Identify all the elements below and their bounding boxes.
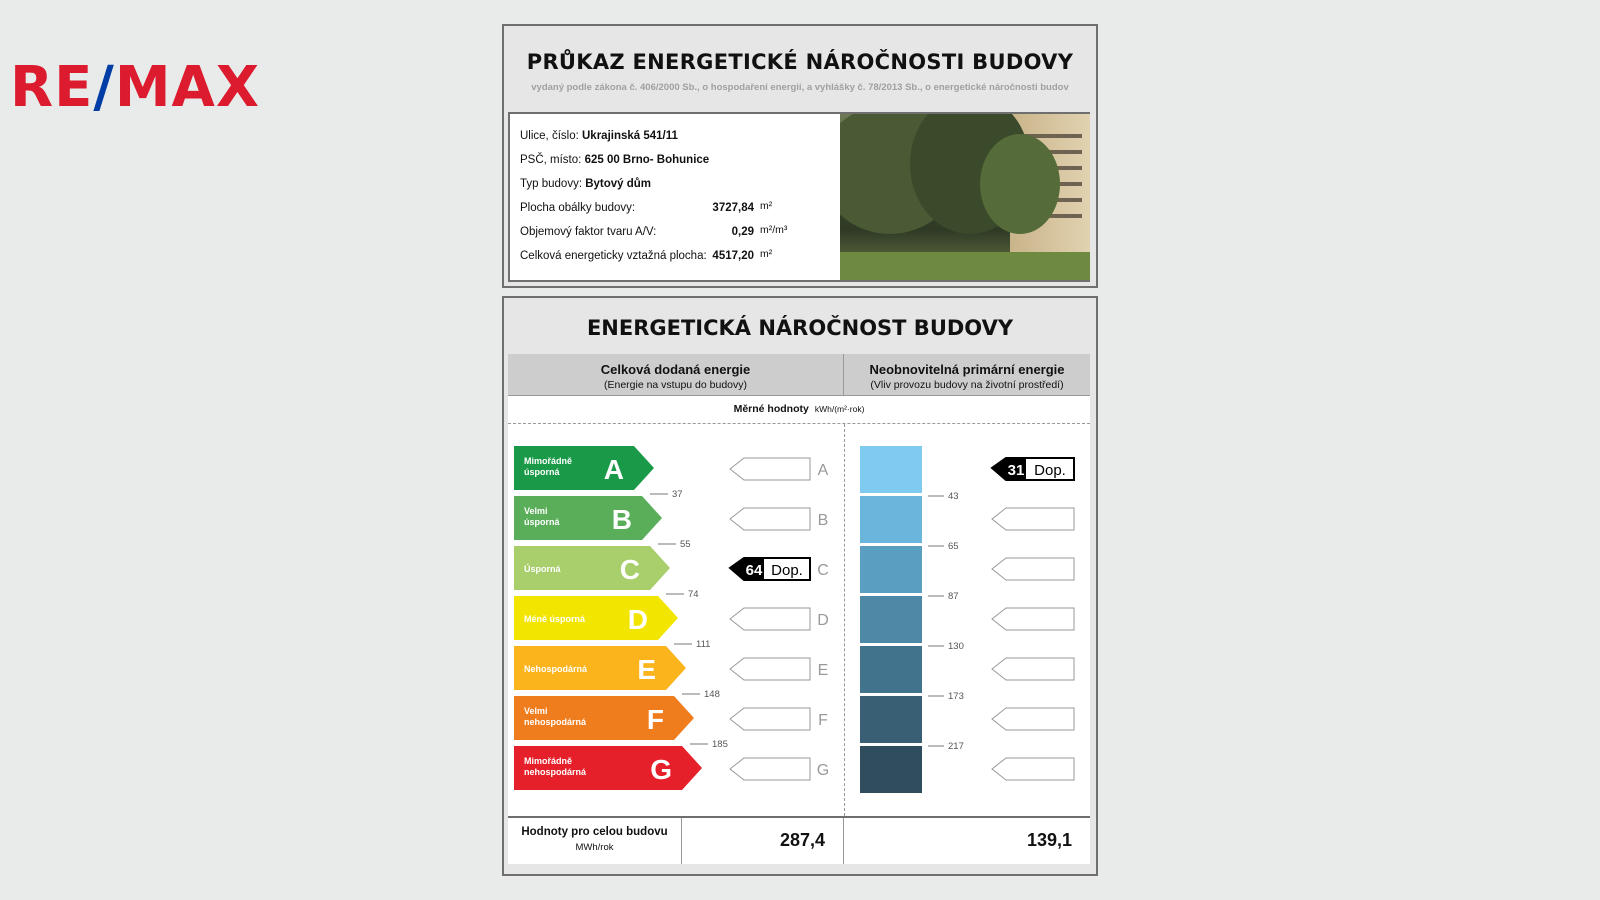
left-empty-slot-d (730, 608, 810, 630)
remax-logo: RE/MAX (10, 55, 261, 120)
left-threshold-label: 148 (704, 689, 720, 700)
right-empty-slot-c (992, 558, 1074, 580)
right-threshold-label: 130 (948, 641, 964, 652)
left-slot-letter-g: G (816, 762, 830, 779)
right-empty-slot-e (992, 658, 1074, 680)
left-empty-slot-b (730, 508, 810, 530)
building-info-box (508, 112, 1090, 282)
right-empty-slot-f (992, 708, 1074, 730)
left-threshold-label: 185 (712, 739, 728, 750)
class-label-c: Úsporná (524, 564, 561, 574)
right-threshold-label: 217 (948, 741, 964, 752)
envelope-value: 3727,84 (712, 202, 754, 214)
factor-unit: m²/m³ (760, 224, 788, 236)
class-letter-c: C (619, 554, 640, 585)
left-threshold-label: 111 (696, 639, 711, 650)
delivered-energy-title: Celková dodaná energie (600, 362, 751, 377)
city-row: PSČ, místo: 625 00 Brno- Bohunice (520, 154, 710, 166)
energy-performance-card (502, 296, 1098, 876)
energy-rating-chart (508, 396, 1090, 816)
class-label-g: Mimořádně (524, 756, 573, 766)
primary-bar-c (860, 546, 922, 593)
certificate-header-card (502, 24, 1098, 288)
delivered-energy-header (508, 354, 844, 396)
class-letter-a: A (603, 454, 624, 485)
class-letter-b: B (611, 504, 632, 535)
building-photo (840, 114, 1090, 280)
type-row: Typ budovy: Bytový dům (520, 178, 652, 190)
primary-energy-header (844, 354, 1090, 396)
primary-bar-b (860, 496, 922, 543)
totals-label-cell (508, 818, 682, 864)
totals-delivered-cell (682, 818, 844, 864)
class-letter-e: E (637, 654, 656, 685)
left-rating-value: 64 (745, 562, 763, 579)
class-label-f: Velmi (524, 706, 548, 716)
primary-bar-a (860, 446, 922, 493)
envelope-unit: m² (760, 200, 773, 212)
totals-unit: MWh/rok (575, 842, 614, 853)
class-label-f: nehospodárná (524, 717, 587, 727)
right-empty-slot-d (992, 608, 1074, 630)
class-label-a: úsporná (524, 467, 560, 477)
totals-row (508, 816, 1090, 864)
area-value: 4517,20 (712, 250, 754, 262)
right-rating-value: 31 (1007, 462, 1025, 479)
left-slot-letter-c: C (817, 562, 829, 579)
rating-scale-svg (508, 396, 1090, 816)
left-rating-label: Dop. (771, 562, 803, 579)
left-slot-letter-d: D (817, 612, 829, 629)
left-slot-letter-f: F (818, 712, 828, 729)
class-label-e: Nehospodárná (524, 664, 588, 674)
certificate-title: PRŮKAZ ENERGETICKÉ NÁROČNOSTI BUDOVY (526, 50, 1074, 74)
total-delivered-value: 287,4 (779, 830, 825, 850)
class-label-d: Méně úsporná (524, 614, 586, 624)
left-empty-slot-a (730, 458, 810, 480)
primary-bar-e (860, 646, 922, 693)
totals-primary-cell (844, 818, 1090, 864)
right-empty-slot-b (992, 508, 1074, 530)
envelope-label: Plocha obálky budovy: (520, 202, 636, 214)
primary-bar-f (860, 696, 922, 743)
specific-values-row: Měrné hodnoty kWh/(m²·rok) (508, 396, 1090, 424)
left-slot-letter-a: A (817, 462, 829, 479)
right-threshold-label: 43 (948, 491, 959, 502)
class-label-b: Velmi (524, 506, 548, 516)
right-threshold-label: 87 (948, 591, 959, 602)
energy-section-title: ENERGETICKÁ NÁROČNOST BUDOVY (586, 316, 1014, 340)
class-label-a: Mimořádně (524, 456, 573, 466)
left-threshold-label: 74 (688, 589, 699, 600)
primary-bar-g (860, 746, 922, 793)
right-threshold-label: 173 (948, 691, 964, 702)
right-rating-label: Dop. (1034, 462, 1066, 479)
delivered-energy-subtitle: (Energie na vstupu do budovy) (603, 379, 747, 391)
primary-bar-d (860, 596, 922, 643)
certificate-subtitle: vydaný podle zákona č. 406/2000 Sb., o hospodaření energií, a vyhlášky č. 78/2013 Sb., o energetické náročnosti budov (531, 82, 1069, 93)
left-empty-slot-e (730, 658, 810, 680)
left-slot-letter-b: B (817, 512, 829, 529)
primary-energy-subtitle: (Vliv provozu budovy na životní prostředí) (870, 379, 1064, 391)
left-empty-slot-f (730, 708, 810, 730)
factor-label: Objemový faktor tvaru A/V: (520, 226, 657, 238)
class-label-g: nehospodárná (524, 767, 587, 777)
total-primary-value: 139,1 (1026, 830, 1072, 850)
left-slot-letter-e: E (817, 662, 829, 679)
primary-energy-title: Neobnovitelná primární energie (869, 362, 1065, 377)
right-empty-slot-g (992, 758, 1074, 780)
class-letter-d: D (627, 604, 648, 635)
totals-label: Hodnoty pro celou budovu (521, 826, 668, 838)
class-label-b: úsporná (524, 517, 560, 527)
street-row: Ulice, číslo: Ukrajinská 541/11 (520, 130, 678, 142)
right-threshold-label: 65 (948, 541, 959, 552)
factor-value: 0,29 (731, 226, 754, 238)
building-info-text (510, 114, 840, 280)
class-letter-f: F (646, 704, 664, 735)
class-letter-g: G (650, 754, 672, 785)
left-threshold-label: 37 (672, 489, 683, 500)
left-threshold-label: 55 (680, 539, 691, 550)
left-empty-slot-g (730, 758, 810, 780)
area-unit: m² (760, 248, 773, 260)
area-label: Celková energeticky vztažná plocha: (520, 250, 707, 262)
